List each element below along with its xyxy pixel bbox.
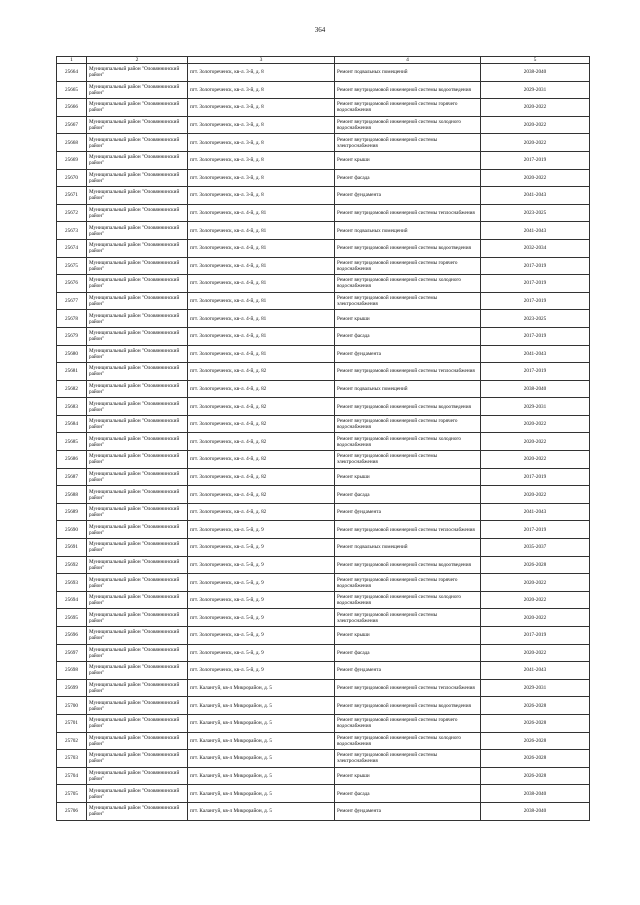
period-cell: 2020-2022 (481, 609, 590, 627)
district-cell: Муниципальный район "Оловяннинский район" (87, 539, 188, 557)
address-cell: пгт. Золотореченск, кв-л. 4-й, д. 82 (188, 433, 335, 451)
district-cell: Муниципальный район "Оловяннинский район" (87, 627, 188, 645)
work-type-cell: Ремонт фундамента (335, 345, 481, 363)
table-row (57, 275, 590, 293)
table-row (57, 151, 590, 169)
district-cell: Муниципальный район "Оловяннинский район" (87, 802, 188, 820)
period-cell: 2020-2022 (481, 169, 590, 187)
work-type-cell: Ремонт внутридомовой инженерной системы водоотведения (335, 556, 481, 574)
row-number-cell: 25698 (57, 662, 87, 680)
address-cell: пгт. Золотореченск, кв-л. 4-й, д. 82 (188, 503, 335, 521)
address-cell: пгт. Калангуй, кв-л Микрорайон, д. 5 (188, 679, 335, 697)
table-row (57, 380, 590, 398)
table-row (57, 433, 590, 451)
district-cell: Муниципальный район "Оловяннинский район" (87, 398, 188, 416)
row-number-cell: 25665 (57, 81, 87, 99)
address-cell: пгт. Золотореченск, кв-л. 5-й, д. 9 (188, 591, 335, 609)
row-number-cell: 25701 (57, 714, 87, 732)
period-cell: 2041-2043 (481, 222, 590, 240)
district-cell: Муниципальный район "Оловяннинский район" (87, 468, 188, 486)
district-cell: Муниципальный район "Оловяннинский район" (87, 767, 188, 785)
work-type-cell: Ремонт фундамента (335, 802, 481, 820)
district-cell: Муниципальный район "Оловяннинский район" (87, 785, 188, 803)
table-header-row (57, 57, 590, 64)
row-number-cell: 25699 (57, 679, 87, 697)
district-cell: Муниципальный район "Оловяннинский район" (87, 644, 188, 662)
work-type-cell: Ремонт внутридомовой инженерной системы горячего водоснабжения (335, 415, 481, 433)
work-type-cell: Ремонт внутридомовой инженерной системы теплоснабжения (335, 204, 481, 222)
district-cell: Муниципальный район "Оловяннинский район" (87, 433, 188, 451)
table-body (57, 64, 590, 821)
address-cell: пгт. Золотореченск, кв-л. 4-й, д. 81 (188, 257, 335, 275)
address-cell: пгт. Калангуй, кв-л Микрорайон, д. 5 (188, 714, 335, 732)
column-header-3: 3 (188, 57, 335, 64)
period-cell: 2035-2037 (481, 539, 590, 557)
address-cell: пгт. Золотореченск, кв-л. 3-й, д. 8 (188, 134, 335, 152)
address-cell: пгт. Золотореченск, кв-л. 3-й, д. 8 (188, 169, 335, 187)
table-row (57, 503, 590, 521)
work-type-cell: Ремонт внутридомовой инженерной системы электроснабжения (335, 609, 481, 627)
period-cell: 2029-2031 (481, 679, 590, 697)
column-header-4: 4 (335, 57, 481, 64)
table-row (57, 750, 590, 768)
period-cell: 2017-2019 (481, 257, 590, 275)
table-row (57, 81, 590, 99)
period-cell: 2041-2043 (481, 187, 590, 205)
period-cell: 2038-2040 (481, 802, 590, 820)
address-cell: пгт. Калангуй, кв-л Микрорайон, д. 5 (188, 767, 335, 785)
address-cell: пгт. Золотореченск, кв-л. 4-й, д. 81 (188, 310, 335, 328)
address-cell: пгт. Золотореченск, кв-л. 5-й, д. 9 (188, 574, 335, 592)
table-row (57, 327, 590, 345)
address-cell: пгт. Золотореченск, кв-л. 4-й, д. 82 (188, 486, 335, 504)
row-number-cell: 25696 (57, 627, 87, 645)
period-cell: 2026-2028 (481, 732, 590, 750)
row-number-cell: 25679 (57, 327, 87, 345)
district-cell: Муниципальный район "Оловяннинский район" (87, 116, 188, 134)
table-row (57, 679, 590, 697)
period-cell: 2017-2019 (481, 363, 590, 381)
address-cell: пгт. Золотореченск, кв-л. 4-й, д. 82 (188, 451, 335, 469)
district-cell: Муниципальный район "Оловяннинский район" (87, 714, 188, 732)
district-cell: Муниципальный район "Оловяннинский район" (87, 327, 188, 345)
district-cell: Муниципальный район "Оловяннинский район" (87, 415, 188, 433)
row-number-cell: 25693 (57, 574, 87, 592)
period-cell: 2038-2040 (481, 64, 590, 82)
work-type-cell: Ремонт фундамента (335, 503, 481, 521)
district-cell: Муниципальный район "Оловяннинский район" (87, 151, 188, 169)
row-number-cell: 25667 (57, 116, 87, 134)
district-cell: Муниципальный район "Оловяннинский район" (87, 503, 188, 521)
period-cell: 2020-2022 (481, 644, 590, 662)
work-type-cell: Ремонт крыши (335, 767, 481, 785)
table-row (57, 363, 590, 381)
table-row (57, 310, 590, 328)
row-number-cell: 25705 (57, 785, 87, 803)
table-row (57, 785, 590, 803)
district-cell: Муниципальный район "Оловяннинский район" (87, 451, 188, 469)
row-number-cell: 25703 (57, 750, 87, 768)
period-cell: 2026-2028 (481, 556, 590, 574)
table-row (57, 204, 590, 222)
district-cell: Муниципальный район "Оловяннинский район" (87, 380, 188, 398)
table-row (57, 468, 590, 486)
page-number: 364 (314, 26, 326, 34)
district-cell: Муниципальный район "Оловяннинский район" (87, 134, 188, 152)
period-cell: 2026-2028 (481, 714, 590, 732)
district-cell: Муниципальный район "Оловяннинский район" (87, 257, 188, 275)
row-number-cell: 25676 (57, 275, 87, 293)
row-number-cell: 25688 (57, 486, 87, 504)
table-row (57, 697, 590, 715)
period-cell: 2026-2028 (481, 750, 590, 768)
table-row (57, 556, 590, 574)
column-header-5: 5 (481, 57, 590, 64)
row-number-cell: 25685 (57, 433, 87, 451)
table-row (57, 99, 590, 117)
table-row (57, 64, 590, 82)
work-type-cell: Ремонт внутридомовой инженерной системы водоотведения (335, 239, 481, 257)
table-row (57, 627, 590, 645)
table-row (57, 257, 590, 275)
district-cell: Муниципальный район "Оловяннинский район" (87, 521, 188, 539)
work-type-cell: Ремонт подвальных помещений (335, 380, 481, 398)
table-row (57, 714, 590, 732)
table-row (57, 398, 590, 416)
row-number-cell: 25695 (57, 609, 87, 627)
address-cell: пгт. Золотореченск, кв-л. 3-й, д. 8 (188, 187, 335, 205)
table-row (57, 662, 590, 680)
address-cell: пгт. Золотореченск, кв-л. 3-й, д. 8 (188, 151, 335, 169)
district-cell: Муниципальный район "Оловяннинский район" (87, 750, 188, 768)
row-number-cell: 25689 (57, 503, 87, 521)
address-cell: пгт. Золотореченск, кв-л. 3-й, д. 8 (188, 81, 335, 99)
work-type-cell: Ремонт фасада (335, 327, 481, 345)
period-cell: 2017-2019 (481, 627, 590, 645)
period-cell: 2017-2019 (481, 275, 590, 293)
work-type-cell: Ремонт фасада (335, 644, 481, 662)
address-cell: пгт. Золотореченск, кв-л. 4-й, д. 81 (188, 345, 335, 363)
work-type-cell: Ремонт крыши (335, 310, 481, 328)
row-number-cell: 25694 (57, 591, 87, 609)
address-cell: пгт. Золотореченск, кв-л. 4-й, д. 81 (188, 275, 335, 293)
row-number-cell: 25690 (57, 521, 87, 539)
period-cell: 2020-2022 (481, 591, 590, 609)
period-cell: 2020-2022 (481, 134, 590, 152)
work-type-cell: Ремонт внутридомовой инженерной системы водоотведения (335, 697, 481, 715)
district-cell: Муниципальный район "Оловяннинский район" (87, 679, 188, 697)
row-number-cell: 25664 (57, 64, 87, 82)
row-number-cell: 25692 (57, 556, 87, 574)
address-cell: пгт. Золотореченск, кв-л. 4-й, д. 82 (188, 380, 335, 398)
table-row (57, 539, 590, 557)
address-cell: пгт. Золотореченск, кв-л. 4-й, д. 81 (188, 239, 335, 257)
work-type-cell: Ремонт внутридомовой инженерной системы водоотведения (335, 81, 481, 99)
column-header-2: 2 (87, 57, 188, 64)
period-cell: 2020-2022 (481, 99, 590, 117)
period-cell: 2026-2028 (481, 767, 590, 785)
row-number-cell: 25682 (57, 380, 87, 398)
address-cell: пгт. Калангуй, кв-л Микрорайон, д. 5 (188, 750, 335, 768)
district-cell: Муниципальный район "Оловяннинский район" (87, 345, 188, 363)
row-number-cell: 25706 (57, 802, 87, 820)
work-type-cell: Ремонт внутридомовой инженерной системы горячего водоснабжения (335, 99, 481, 117)
work-type-cell: Ремонт подвальных помещений (335, 64, 481, 82)
column-header-1: 1 (57, 57, 87, 64)
address-cell: пгт. Золотореченск, кв-л. 5-й, д. 9 (188, 627, 335, 645)
work-type-cell: Ремонт внутридомовой инженерной системы теплоснабжения (335, 363, 481, 381)
address-cell: пгт. Золотореченск, кв-л. 5-й, д. 9 (188, 556, 335, 574)
district-cell: Муниципальный район "Оловяннинский район" (87, 310, 188, 328)
row-number-cell: 25704 (57, 767, 87, 785)
work-type-cell: Ремонт фасада (335, 486, 481, 504)
table-row (57, 732, 590, 750)
period-cell: 2032-2034 (481, 239, 590, 257)
work-type-cell: Ремонт подвальных помещений (335, 222, 481, 240)
work-type-cell: Ремонт внутридомовой инженерной системы горячего водоснабжения (335, 714, 481, 732)
table-row (57, 591, 590, 609)
table-row (57, 345, 590, 363)
district-cell: Муниципальный район "Оловяннинский район" (87, 556, 188, 574)
row-number-cell: 25691 (57, 539, 87, 557)
work-type-cell: Ремонт внутридомовой инженерной системы холодного водоснабжения (335, 732, 481, 750)
table-row (57, 521, 590, 539)
address-cell: пгт. Золотореченск, кв-л. 4-й, д. 81 (188, 222, 335, 240)
district-cell: Муниципальный район "Оловяннинский район" (87, 662, 188, 680)
work-type-cell: Ремонт внутридомовой инженерной системы холодного водоснабжения (335, 433, 481, 451)
table-row (57, 187, 590, 205)
period-cell: 2041-2043 (481, 503, 590, 521)
table-row (57, 644, 590, 662)
work-type-cell: Ремонт внутридомовой инженерной системы горячего водоснабжения (335, 574, 481, 592)
district-cell: Муниципальный район "Оловяннинский район" (87, 574, 188, 592)
table-row (57, 609, 590, 627)
table-row (57, 415, 590, 433)
work-type-cell: Ремонт внутридомовой инженерной системы электроснабжения (335, 451, 481, 469)
district-cell: Муниципальный район "Оловяннинский район" (87, 609, 188, 627)
period-cell: 2038-2040 (481, 380, 590, 398)
table-row (57, 116, 590, 134)
work-type-cell: Ремонт крыши (335, 627, 481, 645)
row-number-cell: 25674 (57, 239, 87, 257)
table-row (57, 292, 590, 310)
work-type-cell: Ремонт внутридомовой инженерной системы электроснабжения (335, 134, 481, 152)
row-number-cell: 25671 (57, 187, 87, 205)
row-number-cell: 25700 (57, 697, 87, 715)
row-number-cell: 25684 (57, 415, 87, 433)
period-cell: 2029-2031 (481, 398, 590, 416)
row-number-cell: 25687 (57, 468, 87, 486)
period-cell: 2020-2022 (481, 116, 590, 134)
work-type-cell: Ремонт фасада (335, 169, 481, 187)
district-cell: Муниципальный район "Оловяннинский район" (87, 292, 188, 310)
period-cell: 2041-2043 (481, 345, 590, 363)
address-cell: пгт. Золотореченск, кв-л. 4-й, д. 82 (188, 363, 335, 381)
period-cell: 2020-2022 (481, 574, 590, 592)
address-cell: пгт. Калангуй, кв-л Микрорайон, д. 5 (188, 732, 335, 750)
district-cell: Муниципальный район "Оловяннинский район" (87, 363, 188, 381)
period-cell: 2020-2022 (481, 433, 590, 451)
district-cell: Муниципальный район "Оловяннинский район" (87, 732, 188, 750)
period-cell: 2041-2043 (481, 662, 590, 680)
work-type-cell: Ремонт внутридомовой инженерной системы теплоснабжения (335, 521, 481, 539)
address-cell: пгт. Золотореченск, кв-л. 4-й, д. 82 (188, 398, 335, 416)
district-cell: Муниципальный район "Оловяннинский район" (87, 99, 188, 117)
work-schedule-table (56, 56, 590, 821)
work-type-cell: Ремонт внутридомовой инженерной системы электроснабжения (335, 292, 481, 310)
period-cell: 2017-2019 (481, 327, 590, 345)
period-cell: 2017-2019 (481, 521, 590, 539)
row-number-cell: 25672 (57, 204, 87, 222)
table-row (57, 169, 590, 187)
period-cell: 2017-2019 (481, 292, 590, 310)
period-cell: 2023-2025 (481, 310, 590, 328)
address-cell: пгт. Золотореченск, кв-л. 3-й, д. 8 (188, 116, 335, 134)
address-cell: пгт. Золотореченск, кв-л. 3-й, д. 8 (188, 99, 335, 117)
address-cell: пгт. Золотореченск, кв-л. 5-й, д. 9 (188, 644, 335, 662)
work-type-cell: Ремонт фасада (335, 785, 481, 803)
row-number-cell: 25680 (57, 345, 87, 363)
row-number-cell: 25675 (57, 257, 87, 275)
address-cell: пгт. Калангуй, кв-л Микрорайон, д. 5 (188, 785, 335, 803)
period-cell: 2029-2031 (481, 81, 590, 99)
address-cell: пгт. Золотореченск, кв-л. 4-й, д. 82 (188, 415, 335, 433)
address-cell: пгт. Золотореченск, кв-л. 5-й, д. 9 (188, 521, 335, 539)
address-cell: пгт. Золотореченск, кв-л. 5-й, д. 9 (188, 609, 335, 627)
table-row (57, 222, 590, 240)
table-row (57, 239, 590, 257)
row-number-cell: 25697 (57, 644, 87, 662)
work-type-cell: Ремонт фундамента (335, 662, 481, 680)
row-number-cell: 25668 (57, 134, 87, 152)
district-cell: Муниципальный район "Оловяннинский район" (87, 169, 188, 187)
row-number-cell: 25670 (57, 169, 87, 187)
address-cell: пгт. Золотореченск, кв-л. 4-й, д. 81 (188, 204, 335, 222)
work-type-cell: Ремонт внутридомовой инженерной системы холодного водоснабжения (335, 591, 481, 609)
district-cell: Муниципальный район "Оловяннинский район" (87, 697, 188, 715)
period-cell: 2020-2022 (481, 451, 590, 469)
period-cell: 2038-2040 (481, 785, 590, 803)
table-row (57, 767, 590, 785)
work-type-cell: Ремонт внутридомовой инженерной системы электроснабжения (335, 750, 481, 768)
address-cell: пгт. Калангуй, кв-л Микрорайон, д. 5 (188, 697, 335, 715)
row-number-cell: 25681 (57, 363, 87, 381)
period-cell: 2026-2028 (481, 697, 590, 715)
work-type-cell: Ремонт внутридомовой инженерной системы теплоснабжения (335, 679, 481, 697)
district-cell: Муниципальный район "Оловяннинский район" (87, 64, 188, 82)
row-number-cell: 25673 (57, 222, 87, 240)
work-type-cell: Ремонт крыши (335, 151, 481, 169)
address-cell: пгт. Золотореченск, кв-л. 4-й, д. 81 (188, 327, 335, 345)
address-cell: пгт. Калангуй, кв-л Микрорайон, д. 5 (188, 802, 335, 820)
work-type-cell: Ремонт внутридомовой инженерной системы водоотведения (335, 398, 481, 416)
work-type-cell: Ремонт фундамента (335, 187, 481, 205)
address-cell: пгт. Золотореченск, кв-л. 4-й, д. 81 (188, 292, 335, 310)
row-number-cell: 25686 (57, 451, 87, 469)
row-number-cell: 25677 (57, 292, 87, 310)
district-cell: Муниципальный район "Оловяннинский район" (87, 204, 188, 222)
address-cell: пгт. Золотореченск, кв-л. 5-й, д. 9 (188, 662, 335, 680)
row-number-cell: 25702 (57, 732, 87, 750)
district-cell: Муниципальный район "Оловяннинский район" (87, 222, 188, 240)
table-row (57, 802, 590, 820)
row-number-cell: 25683 (57, 398, 87, 416)
table-row (57, 134, 590, 152)
district-cell: Муниципальный район "Оловяннинский район" (87, 275, 188, 293)
work-type-cell: Ремонт крыши (335, 468, 481, 486)
row-number-cell: 25669 (57, 151, 87, 169)
address-cell: пгт. Золотореченск, кв-л. 5-й, д. 9 (188, 539, 335, 557)
period-cell: 2017-2019 (481, 468, 590, 486)
row-number-cell: 25678 (57, 310, 87, 328)
table-row (57, 486, 590, 504)
address-cell: пгт. Золотореченск, кв-л. 4-й, д. 82 (188, 468, 335, 486)
work-type-cell: Ремонт внутридомовой инженерной системы горячего водоснабжения (335, 257, 481, 275)
district-cell: Муниципальный район "Оловяннинский район" (87, 187, 188, 205)
period-cell: 2017-2019 (481, 151, 590, 169)
work-type-cell: Ремонт внутридомовой инженерной системы холодного водоснабжения (335, 275, 481, 293)
work-type-cell: Ремонт подвальных помещений (335, 539, 481, 557)
work-type-cell: Ремонт внутридомовой инженерной системы холодного водоснабжения (335, 116, 481, 134)
district-cell: Муниципальный район "Оловяннинский район" (87, 486, 188, 504)
address-cell: пгт. Золотореченск, кв-л. 3-й, д. 8 (188, 64, 335, 82)
period-cell: 2020-2022 (481, 415, 590, 433)
district-cell: Муниципальный район "Оловяннинский район" (87, 81, 188, 99)
period-cell: 2020-2022 (481, 486, 590, 504)
table-row (57, 451, 590, 469)
row-number-cell: 25666 (57, 99, 87, 117)
table-row (57, 574, 590, 592)
period-cell: 2023-2025 (481, 204, 590, 222)
district-cell: Муниципальный район "Оловяннинский район" (87, 591, 188, 609)
district-cell: Муниципальный район "Оловяннинский район" (87, 239, 188, 257)
